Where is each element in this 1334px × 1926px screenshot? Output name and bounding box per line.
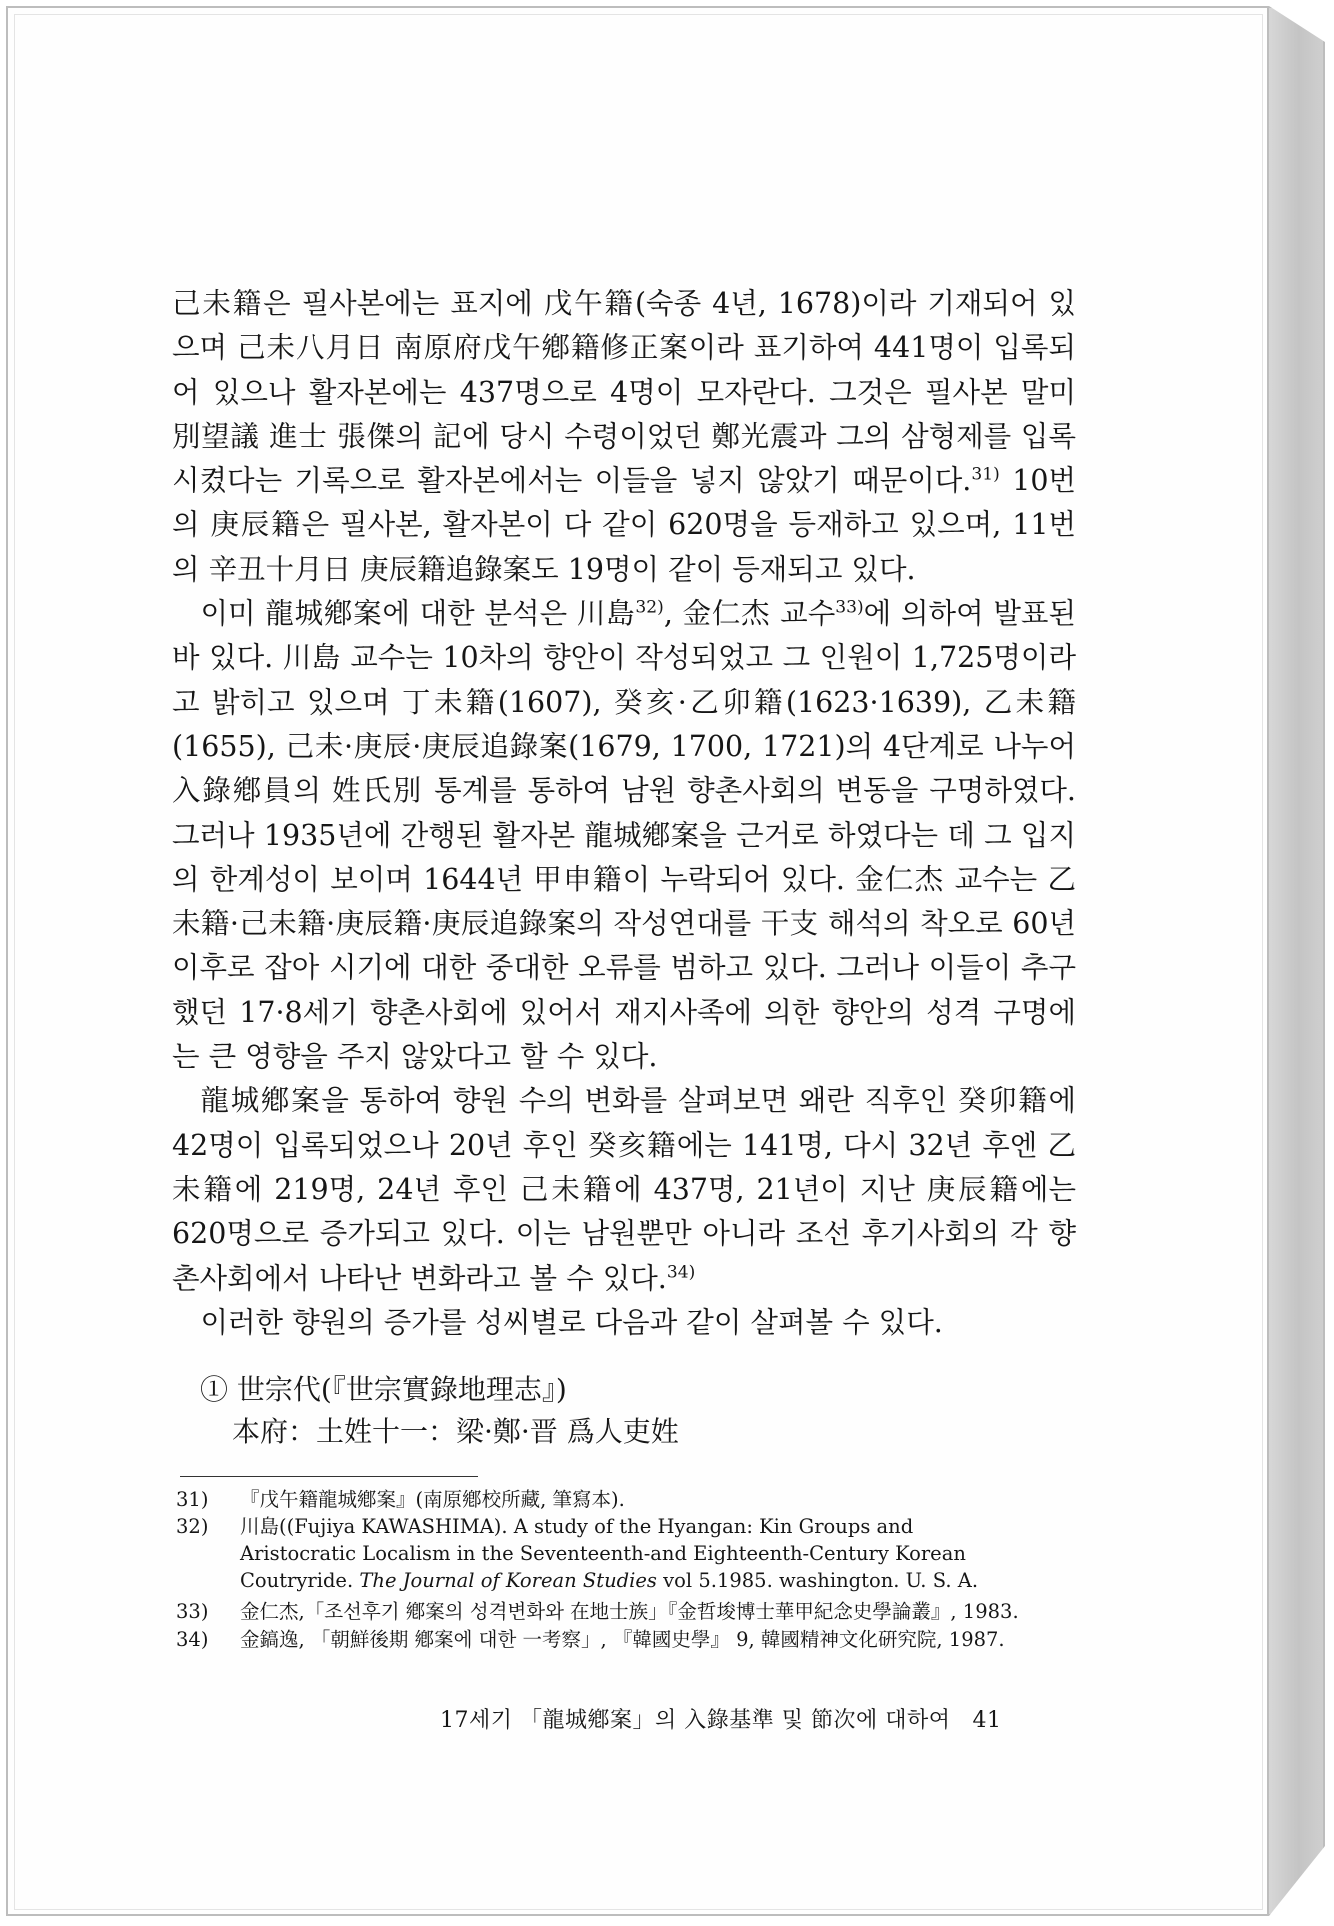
list-item-1: ① 世宗代(『世宗實錄地理志』): [200, 1373, 567, 1406]
paragraph-4: 이러한 향원의 증가를 성씨별로 다음과 같이 살펴볼 수 있다.: [200, 1305, 943, 1339]
footnote-32-line-3-a: Coutryride.: [240, 1569, 360, 1592]
paragraph-2-text-b: , 金仁杰 교수: [663, 597, 836, 631]
footnote-32-line-1: 川島((Fujiya KAWASHIMA). A study of the Hyangan: Kin Groups and: [240, 1515, 914, 1538]
footnote-33: [176, 1598, 1066, 1625]
running-footer: [440, 1706, 1001, 1736]
body-text: [172, 282, 1076, 1345]
footnote-ref-31: 31): [971, 464, 1000, 485]
paragraph-3-text: 龍城鄕案을 통하여 향원 수의 변화를 살펴보면 왜란 직후인 癸卯籍에 42명이 입록되었으나 20년 후인 癸亥籍에는 141명, 다시 32년 후엔 乙未籍에 219명, 24년 후인 己未籍에 437명, 21년이 지난 庚辰籍에는 620명으로 증가되고 있다. 이는 남원뿐만 아니라 조선 후기사회의 각 향촌사회에서 나타난 변화라고 볼 수 있다.: [172, 1084, 1076, 1295]
footnote-31: [176, 1486, 1066, 1513]
footnote-34-number: 34): [176, 1628, 209, 1651]
footnote-32-line-3-c: vol 5.1985. washington. U. S. A.: [656, 1569, 979, 1592]
paragraph-2-text-a: 이미 龍城鄕案에 대한 분석은 川島: [200, 597, 636, 631]
footnote-divider: [180, 1476, 478, 1477]
footnote-34: [176, 1626, 1066, 1653]
footnote-31-text: 『戊午籍龍城鄕案』(南原鄕校所藏, 筆寫本).: [240, 1488, 625, 1511]
footnote-33-number: 33): [176, 1600, 209, 1623]
paragraph-3: [172, 1079, 1076, 1300]
footnote-ref-34: 34): [666, 1262, 696, 1283]
footnote-32-line-3: [176, 1567, 1066, 1594]
footnote-32: [176, 1513, 1066, 1594]
running-title: 17세기 「龍城鄕案」의 入錄基準 및 節次에 대하여: [440, 1708, 951, 1733]
footnote-32-line-2: Aristocratic Localism in the Seventeenth-and Eighteenth-Century Korean: [240, 1542, 966, 1565]
paragraph-1-cont: 10번의 庚辰籍은 필사본, 활자본이 다 같이 620명을 등재하고 있으며, 11번의 辛丑十月日 庚辰籍追錄案도 19명이 같이 등재되고 있다.: [172, 464, 1076, 586]
page-edge: [1269, 6, 1325, 1916]
page-number: 41: [972, 1708, 1002, 1733]
footnote-ref-32: 32): [635, 597, 664, 618]
paragraph-2: [172, 592, 1076, 1079]
paragraph-2-text-c: 에 의하여 발표된 바 있다. 川島 교수는 10차의 향안이 작성되었고 그 인원이 1,725명이라고 밝히고 있으며 丁未籍(1607), 癸亥·乙卯籍(1623·1639), 乙未籍(1655), 己未·庚辰·庚辰追錄案(1679, 1700, 1721)의 4단계로 나누어 入錄鄕員의 姓氏別 통계를 통하여 남원 향촌사회의 변동을 구명하였다. 그러나 1935년에 간행된 활자본 龍城鄕案을 근거로 하였다는 데 그 입지의 한계성이 보이며 1644년 甲申籍이 누락되어 있다. 金仁杰 교수는 乙未籍·己未籍·庚辰籍·庚辰追錄案의 작성연대를 干支 해석의 착오로 60년 이후로 잡아 시기에 대한 중대한 오류를 범하고 있다. 그러나 이들이 추구했던 17·8세기 향촌사회에 있어서 재지사족에 의한 향안의 성격 구명에는 큰 영향을 주지 않았다고 할 수 있다.: [172, 597, 1076, 1074]
footnote-ref-33: 33): [835, 597, 864, 618]
footnote-31-number: 31): [176, 1488, 209, 1511]
paragraph-1: [172, 282, 1076, 592]
journal-title: The Journal of Korean Studies: [359, 1569, 657, 1592]
footnote-32-number: 32): [176, 1515, 209, 1538]
paragraph-1-text: 己未籍은 필사본에는 표지에 戊午籍(숙종 4년, 1678)이라 기재되어 있으며 己未八月日 南原府戊午鄕籍修正案이라 표기하여 441명이 입록되어 있으나 활자본에는 437명으로 4명이 모자란다. 그것은 필사본 말미 別望議 進士 張傑의 記에 당시 수령이었던 鄭光震과 그의 삼형제를 입록시켰다는 기록으로 활자본에서는 이들을 넣지 않았기 때문이다.: [172, 287, 1076, 498]
footnote-33-text: 金仁杰,「조선후기 鄕案의 성격변화와 在地士族」『金哲埈博士華甲紀念史學論叢』, 1983.: [240, 1600, 1019, 1623]
list-item-1-sub: 本府：土姓十一：梁·鄭·晋 爲人吏姓: [232, 1415, 679, 1448]
footnote-34-text: 金鎬逸, 「朝鮮後期 鄕案에 대한 一考察」, 『韓國史學』 9, 韓國精神文化硏究院, 1987.: [240, 1628, 1005, 1651]
